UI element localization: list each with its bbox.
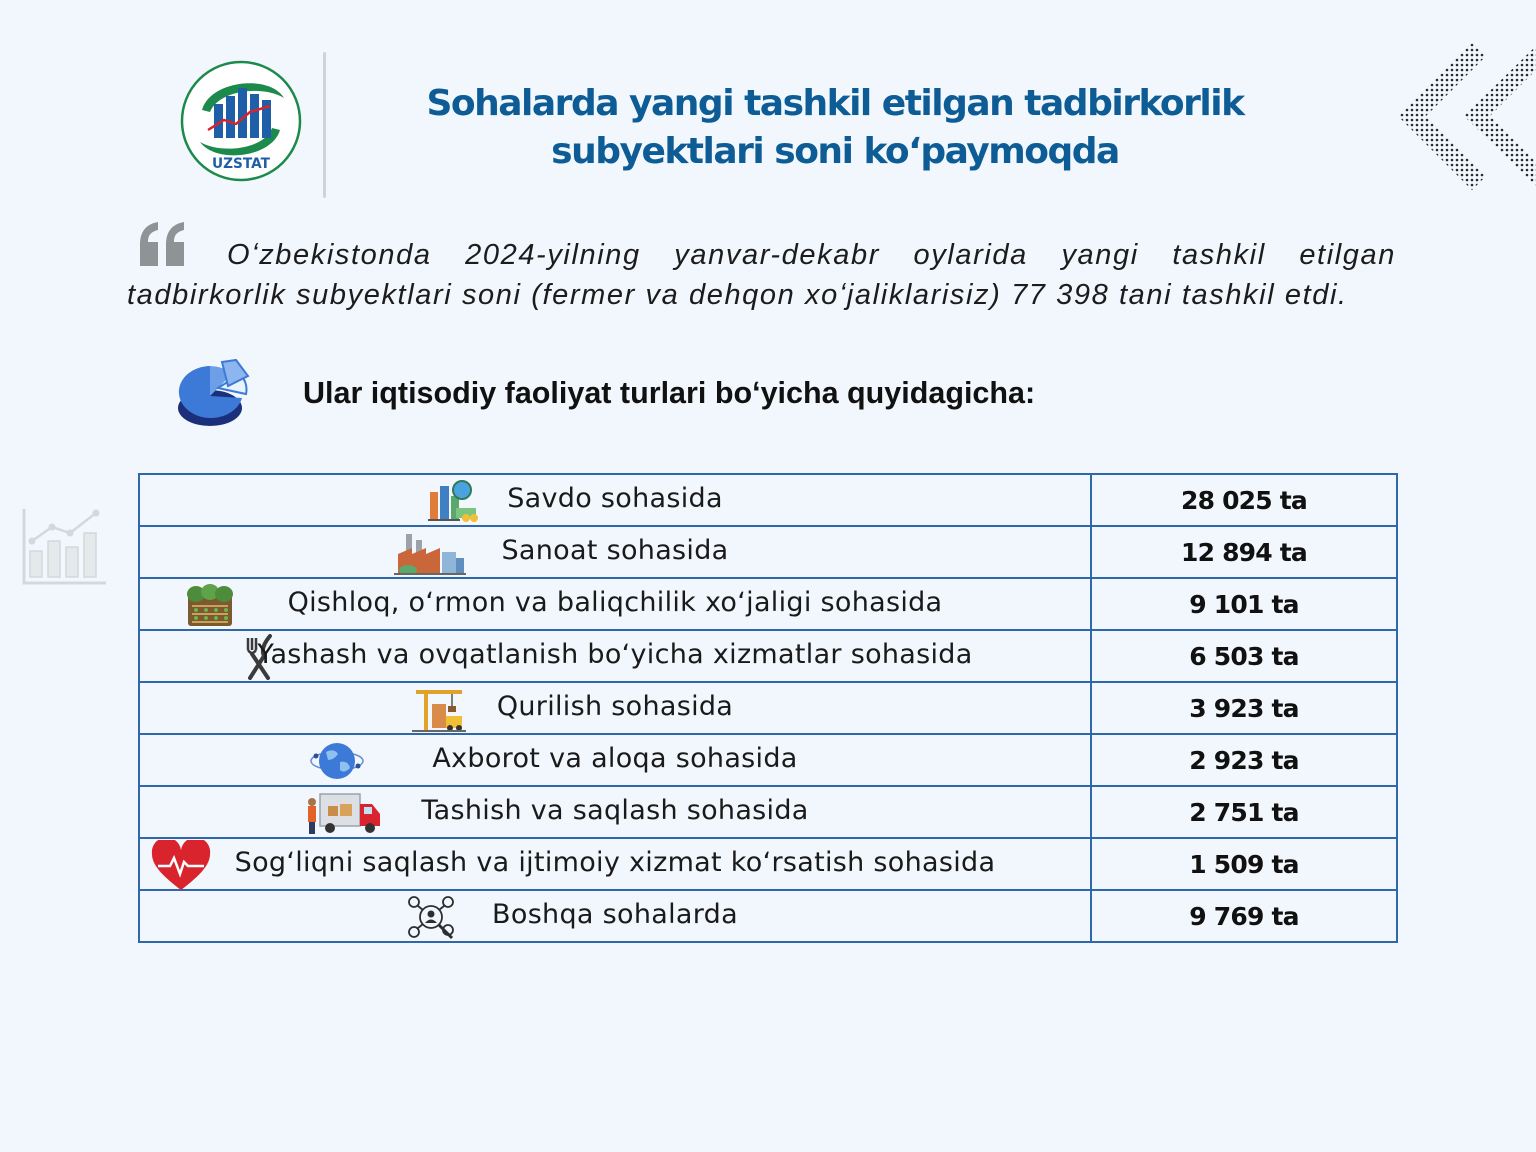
sector-label: Sogʻliqni saqlash va ijtimoiy xizmat koʻrsatish sohasida	[234, 846, 996, 878]
heart-pulse-icon	[150, 840, 212, 892]
sector-label: Sanoat sohasida	[501, 534, 729, 566]
pie-chart-icon	[174, 358, 258, 432]
construction-crane-icon	[412, 686, 466, 732]
globe-icon	[310, 738, 364, 784]
sector-value: 9 769 ta	[1091, 890, 1397, 942]
table-row	[139, 578, 1397, 630]
page-title	[340, 80, 1330, 176]
people-search-icon	[406, 894, 460, 940]
title-line-1: Sohalarda yangi tashkil etilgan tadbirkorlik	[426, 83, 1244, 124]
sector-label-cell	[139, 526, 1091, 578]
sector-value: 1 509 ta	[1091, 838, 1397, 890]
sector-label-cell	[139, 890, 1091, 942]
table-row	[139, 682, 1397, 734]
table-row	[139, 838, 1397, 890]
sector-label-cell	[139, 474, 1091, 526]
sector-label: Qurilish sohasida	[496, 690, 734, 722]
sector-value: 3 923 ta	[1091, 682, 1397, 734]
table-row	[139, 890, 1397, 942]
sector-label: Axborot va aloqa sohasida	[432, 742, 798, 774]
sectors-table	[138, 473, 1398, 943]
sector-label-cell	[139, 786, 1091, 838]
table-row	[139, 786, 1397, 838]
sector-label-cell	[139, 838, 1091, 890]
delivery-truck-icon	[304, 790, 384, 836]
sector-value: 28 025 ta	[1091, 474, 1397, 526]
sector-label-cell	[139, 630, 1091, 682]
farm-field-icon	[186, 582, 234, 628]
sector-value: 9 101 ta	[1091, 578, 1397, 630]
sector-label: Boshqa sohalarda	[492, 898, 738, 930]
sector-label: Tashish va saqlash sohasida	[421, 794, 809, 826]
title-line-2: subyektlari soni koʻpaymoqda	[551, 131, 1119, 172]
header-divider	[323, 52, 326, 198]
sector-label: Qishloq, oʻrmon va baliqchilik xoʻjaligi sohasida	[287, 586, 943, 618]
sector-label-cell	[139, 682, 1091, 734]
table-row	[139, 734, 1397, 786]
logo-text: UZSTAT	[212, 156, 271, 172]
uzstat-logo	[180, 60, 302, 182]
sector-value: 2 923 ta	[1091, 734, 1397, 786]
sector-label: Savdo sohasida	[507, 482, 723, 514]
sector-label: Yashash va ovqatlanish boʻyicha xizmatlar sohasida	[257, 638, 973, 670]
table-row	[139, 630, 1397, 682]
sector-value: 2 751 ta	[1091, 786, 1397, 838]
sector-value: 12 894 ta	[1091, 526, 1397, 578]
factory-icon	[394, 530, 466, 576]
trade-icon	[426, 478, 480, 524]
dotted-chevrons-decoration	[1390, 38, 1536, 190]
subheading: Ular iqtisodiy faoliyat turlari boʻyicha quyidagicha:	[303, 376, 1036, 410]
table-row	[139, 474, 1397, 526]
sector-label-cell	[139, 734, 1091, 786]
intro-paragraph: Oʻzbekistonda 2024-yilning yanvar-dekabr oylarida yangi tashkil etilgan tadbirkorlik subyektlari soni (fermer va dehqon xoʻjaliklarisiz) 77 398 tani tashkil etdi.	[127, 239, 1396, 311]
sector-value: 6 503 ta	[1091, 630, 1397, 682]
table-row	[139, 526, 1397, 578]
sector-label-cell	[139, 578, 1091, 630]
bar-chart-decoration-icon	[18, 505, 110, 589]
